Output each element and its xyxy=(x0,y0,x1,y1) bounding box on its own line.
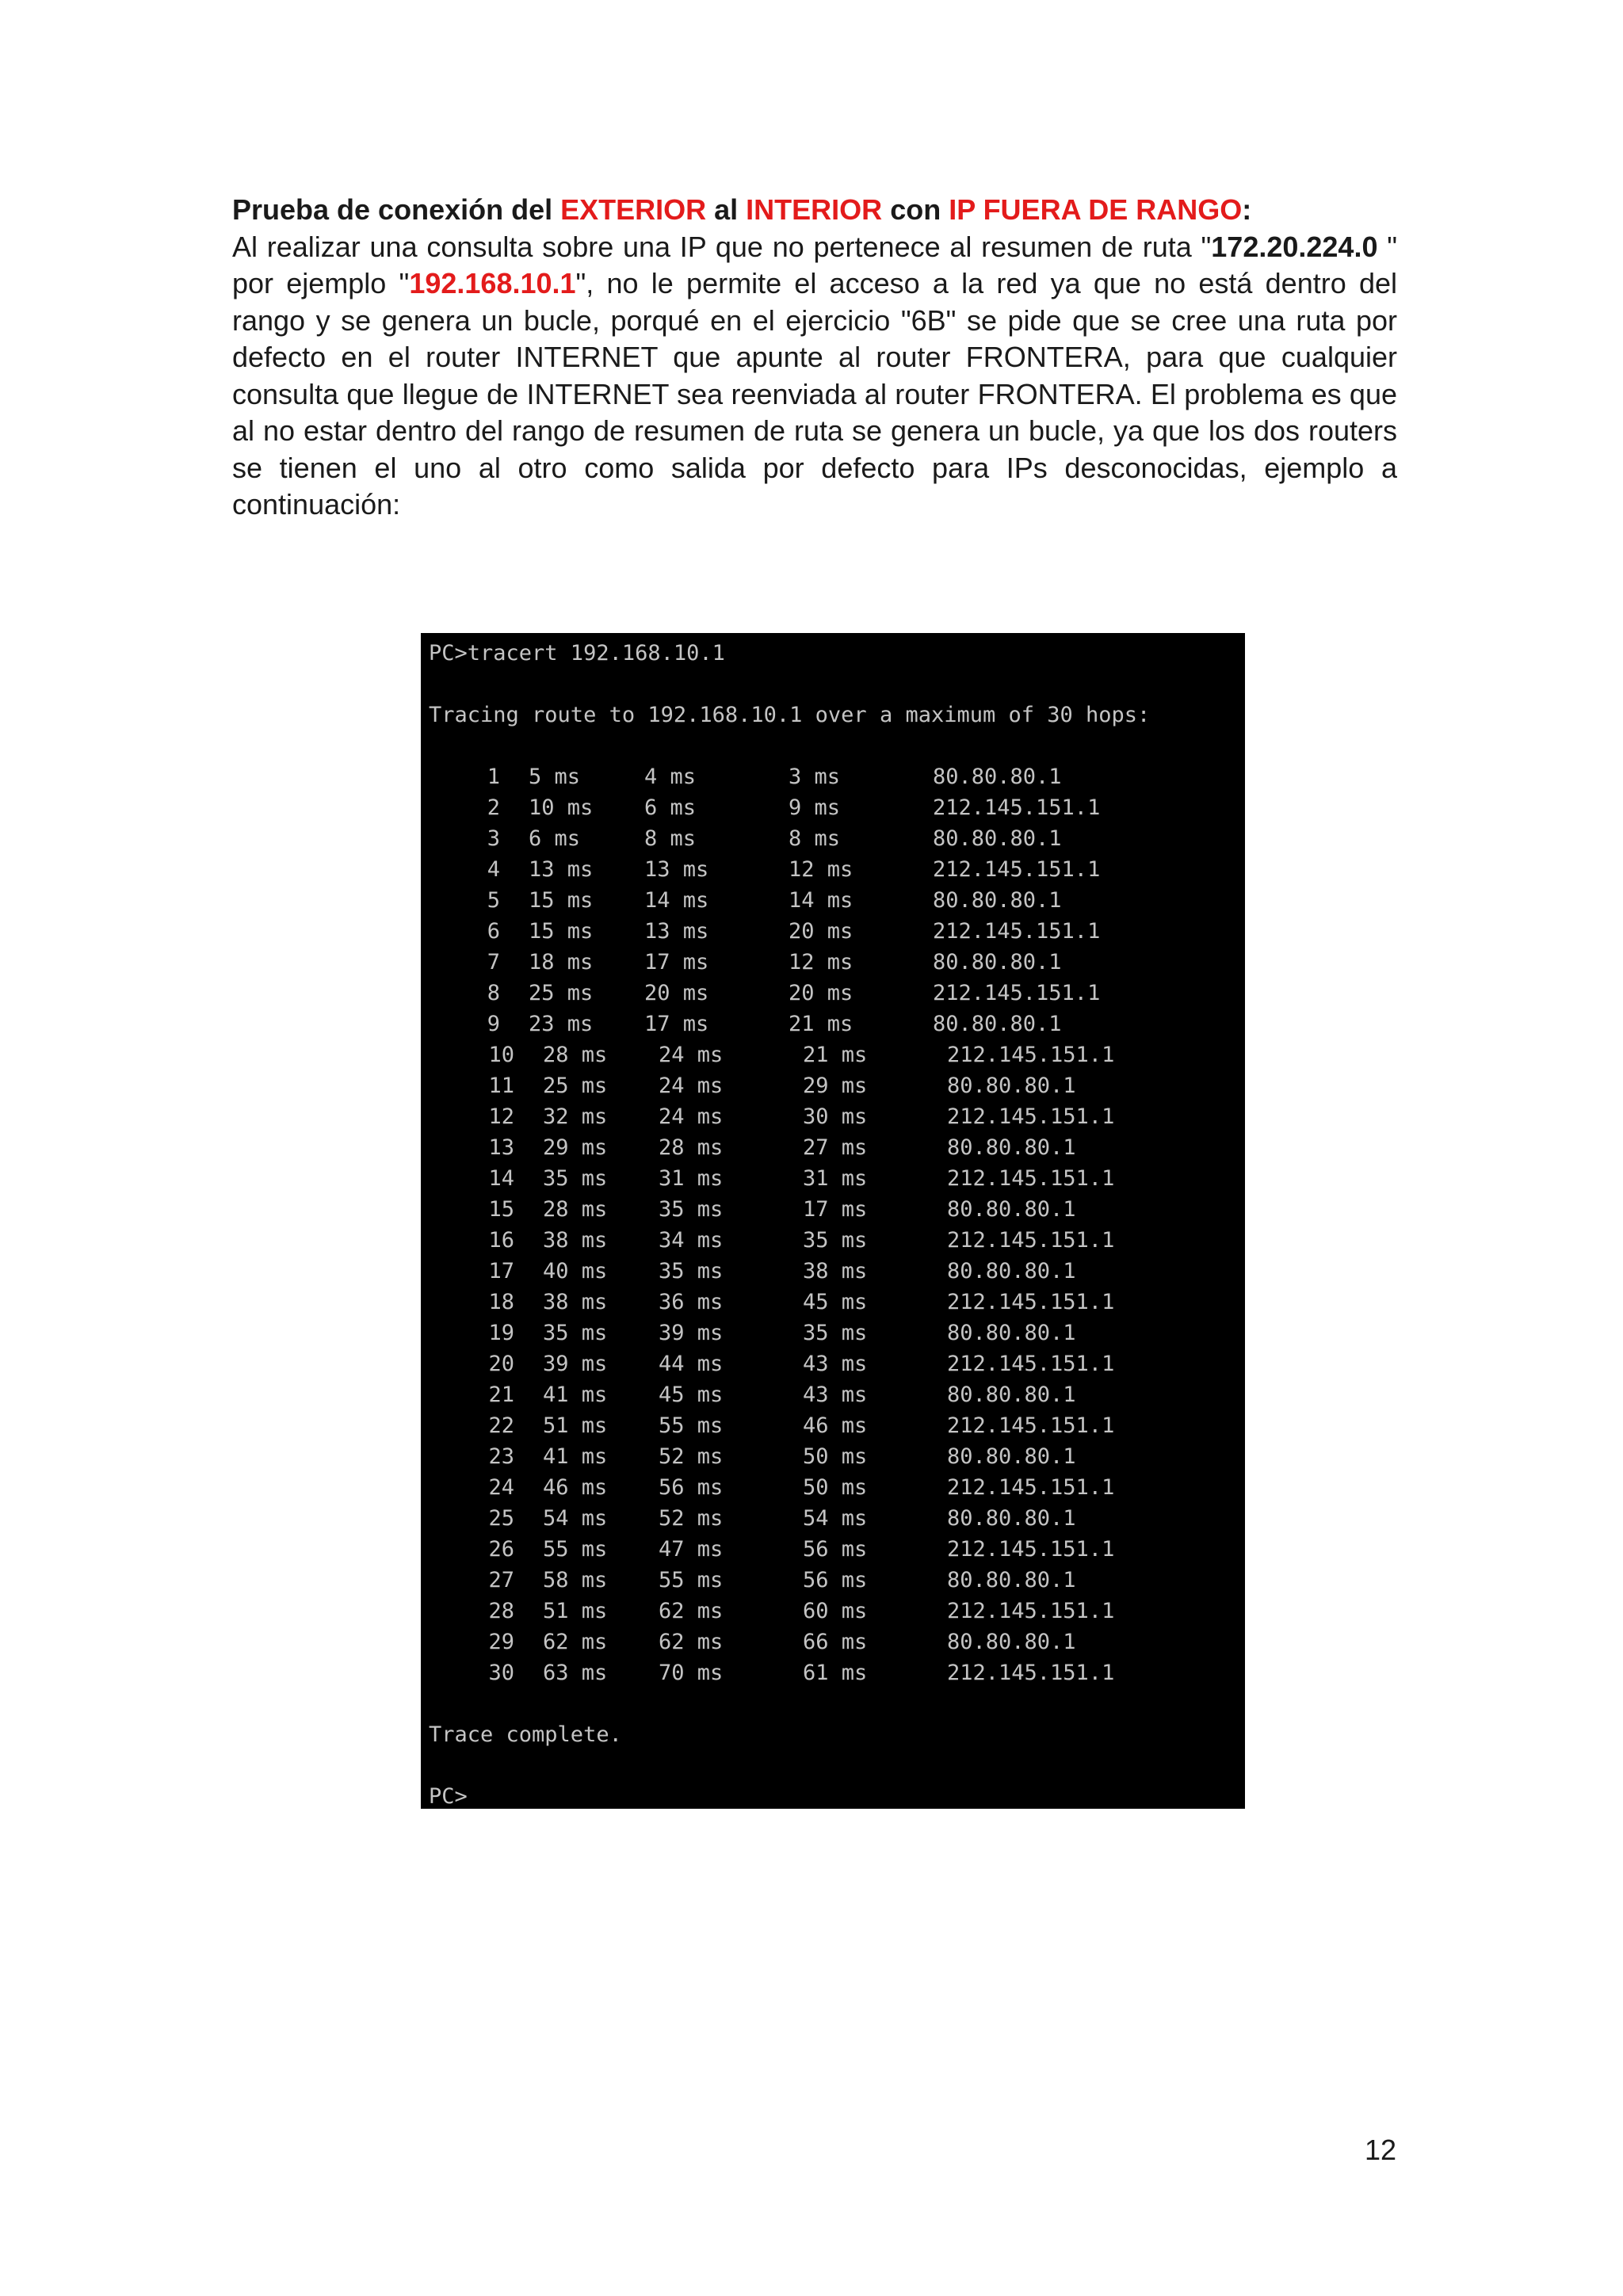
hop-address: 212.145.151.1 xyxy=(947,1104,1115,1129)
time-1: 41 ms xyxy=(543,1444,608,1469)
hop-number: 24 xyxy=(488,1475,514,1500)
hop-row xyxy=(429,1287,1245,1318)
paragraph-part-3: ", no le permite el acceso a la red ya que no está dentro del rango y se genera un bucle, porqué en el ejercicio "6B" se pide que se cree una ruta por defecto en el router INTERNET que apunte al router FRONTERA, para que cualquier consulta que llegue de INTERNET sea reenviada al router FRONTERA. El problema es que al no estar dentro del rango de resumen de ruta se genera un bucle, ya que los dos routers se tienen el uno al otro como salida por defecto para IPs desconocidas, ejemplo a continuación: xyxy=(232,267,1397,521)
hop-number: 27 xyxy=(488,1568,514,1592)
hop-row xyxy=(429,916,1245,947)
hop-number: 1 xyxy=(487,765,500,789)
hop-row xyxy=(429,1565,1245,1596)
time-2: 52 ms xyxy=(659,1506,724,1531)
hop-row xyxy=(429,1101,1245,1132)
time-1: 6 ms xyxy=(529,826,581,851)
hop-address: 80.80.80.1 xyxy=(933,765,1062,789)
hop-address: 80.80.80.1 xyxy=(933,950,1062,974)
hop-row xyxy=(429,1194,1245,1225)
time-1: 25 ms xyxy=(543,1074,608,1098)
hop-row xyxy=(429,1503,1245,1534)
time-1: 10 ms xyxy=(529,795,594,820)
time-1: 35 ms xyxy=(543,1321,608,1345)
time-1: 5 ms xyxy=(529,765,581,789)
time-3: 50 ms xyxy=(803,1444,868,1469)
time-2: 31 ms xyxy=(659,1166,724,1191)
time-3: 43 ms xyxy=(803,1383,868,1407)
time-1: 51 ms xyxy=(543,1599,608,1623)
time-3: 60 ms xyxy=(803,1599,868,1623)
time-3: 29 ms xyxy=(803,1074,868,1098)
route-summary: 172.20.224.0 xyxy=(1211,230,1378,263)
page-number: 12 xyxy=(1364,2134,1396,2166)
hop-number: 28 xyxy=(488,1599,514,1623)
time-2: 4 ms xyxy=(644,765,697,789)
time-3: 20 ms xyxy=(789,981,854,1005)
time-2: 36 ms xyxy=(659,1290,724,1314)
time-2: 13 ms xyxy=(644,919,709,944)
hop-address: 212.145.151.1 xyxy=(947,1475,1115,1500)
hop-row xyxy=(429,1256,1245,1287)
time-1: 18 ms xyxy=(529,950,594,974)
time-3: 46 ms xyxy=(803,1413,868,1438)
hop-address: 212.145.151.1 xyxy=(933,795,1101,820)
time-3: 9 ms xyxy=(789,795,841,820)
hop-row xyxy=(429,1009,1245,1039)
time-2: 8 ms xyxy=(644,826,697,851)
hop-number: 22 xyxy=(488,1413,514,1438)
time-1: 41 ms xyxy=(543,1383,608,1407)
hop-number: 15 xyxy=(488,1197,514,1222)
hop-number: 4 xyxy=(487,857,500,882)
hop-address: 212.145.151.1 xyxy=(947,1166,1115,1191)
time-3: 12 ms xyxy=(789,857,854,882)
time-1: 62 ms xyxy=(543,1630,608,1654)
time-2: 17 ms xyxy=(644,950,709,974)
time-3: 3 ms xyxy=(789,765,841,789)
time-1: 13 ms xyxy=(529,857,594,882)
heading-exterior: EXTERIOR xyxy=(560,193,707,226)
hop-row xyxy=(429,823,1245,854)
hop-row xyxy=(429,1596,1245,1627)
hop-row xyxy=(429,1132,1245,1163)
hop-number: 12 xyxy=(488,1104,514,1129)
time-1: 25 ms xyxy=(529,981,594,1005)
hop-row xyxy=(429,1348,1245,1379)
terminal-screenshot xyxy=(421,633,1245,1809)
time-2: 24 ms xyxy=(659,1104,724,1129)
time-1: 54 ms xyxy=(543,1506,608,1531)
hop-row xyxy=(429,854,1245,885)
hop-address: 80.80.80.1 xyxy=(947,1259,1076,1283)
time-2: 35 ms xyxy=(659,1259,724,1283)
time-3: 45 ms xyxy=(803,1290,868,1314)
hop-address: 212.145.151.1 xyxy=(933,981,1101,1005)
hop-number: 30 xyxy=(488,1661,514,1685)
time-3: 66 ms xyxy=(803,1630,868,1654)
hop-address: 212.145.151.1 xyxy=(947,1352,1115,1376)
hop-address: 80.80.80.1 xyxy=(947,1197,1076,1222)
hop-address: 80.80.80.1 xyxy=(947,1630,1076,1654)
hop-row xyxy=(429,947,1245,978)
tracing-line: Tracing route to 192.168.10.1 over a maximum of 30 hops: xyxy=(429,703,1151,727)
command-line: PC>tracert 192.168.10.1 xyxy=(429,641,725,666)
hop-address: 80.80.80.1 xyxy=(933,826,1062,851)
hop-number: 7 xyxy=(487,950,500,974)
hop-number: 20 xyxy=(488,1352,514,1376)
hop-row xyxy=(429,1163,1245,1194)
hop-number: 9 xyxy=(487,1012,500,1036)
hop-address: 80.80.80.1 xyxy=(947,1074,1076,1098)
hop-address: 212.145.151.1 xyxy=(947,1043,1115,1067)
trace-complete-line: Trace complete. xyxy=(429,1722,622,1747)
time-2: 34 ms xyxy=(659,1228,724,1253)
hop-number: 26 xyxy=(488,1537,514,1562)
time-3: 27 ms xyxy=(803,1135,868,1160)
hop-row xyxy=(429,1070,1245,1101)
time-2: 20 ms xyxy=(644,981,709,1005)
hop-number: 17 xyxy=(488,1259,514,1283)
time-1: 55 ms xyxy=(543,1537,608,1562)
hop-row xyxy=(429,1627,1245,1657)
time-3: 21 ms xyxy=(803,1043,868,1067)
heading-colon: : xyxy=(1242,193,1252,226)
time-2: 24 ms xyxy=(659,1043,724,1067)
time-2: 55 ms xyxy=(659,1413,724,1438)
hop-row xyxy=(429,792,1245,823)
hop-number: 29 xyxy=(488,1630,514,1654)
time-2: 35 ms xyxy=(659,1197,724,1222)
time-3: 12 ms xyxy=(789,950,854,974)
time-2: 6 ms xyxy=(644,795,697,820)
time-3: 30 ms xyxy=(803,1104,868,1129)
time-1: 28 ms xyxy=(543,1197,608,1222)
hop-address: 212.145.151.1 xyxy=(933,857,1101,882)
hop-row xyxy=(429,1534,1245,1565)
time-1: 40 ms xyxy=(543,1259,608,1283)
time-3: 43 ms xyxy=(803,1352,868,1376)
hop-address: 212.145.151.1 xyxy=(933,919,1101,944)
paragraph-part-2: " por ejemplo " xyxy=(232,230,1398,299)
time-2: 24 ms xyxy=(659,1074,724,1098)
time-2: 47 ms xyxy=(659,1537,724,1562)
hop-address: 80.80.80.1 xyxy=(947,1506,1076,1531)
heading-ip-fuera: IP FUERA DE RANGO xyxy=(949,193,1243,226)
time-1: 35 ms xyxy=(543,1166,608,1191)
time-2: 55 ms xyxy=(659,1568,724,1592)
hop-row xyxy=(429,761,1245,792)
time-3: 54 ms xyxy=(803,1506,868,1531)
time-2: 62 ms xyxy=(659,1599,724,1623)
time-3: 61 ms xyxy=(803,1661,868,1685)
hop-address: 80.80.80.1 xyxy=(947,1444,1076,1469)
hop-row xyxy=(429,1225,1245,1256)
time-1: 23 ms xyxy=(529,1012,594,1036)
time-1: 32 ms xyxy=(543,1104,608,1129)
hop-row xyxy=(429,1318,1245,1348)
time-2: 44 ms xyxy=(659,1352,724,1376)
hop-number: 16 xyxy=(488,1228,514,1253)
time-2: 45 ms xyxy=(659,1383,724,1407)
hop-address: 80.80.80.1 xyxy=(947,1321,1076,1345)
time-1: 51 ms xyxy=(543,1413,608,1438)
hop-row xyxy=(429,978,1245,1009)
hop-address: 80.80.80.1 xyxy=(933,888,1062,913)
hop-number: 11 xyxy=(488,1074,514,1098)
time-3: 35 ms xyxy=(803,1228,868,1253)
time-2: 62 ms xyxy=(659,1630,724,1654)
time-1: 38 ms xyxy=(543,1290,608,1314)
hop-address: 80.80.80.1 xyxy=(947,1568,1076,1592)
time-3: 56 ms xyxy=(803,1537,868,1562)
time-1: 46 ms xyxy=(543,1475,608,1500)
prompt-line: PC> xyxy=(429,1784,468,1809)
time-1: 29 ms xyxy=(543,1135,608,1160)
hop-table xyxy=(429,761,1245,1688)
hop-row xyxy=(429,1657,1245,1688)
hop-number: 10 xyxy=(488,1043,514,1067)
heading-con: con xyxy=(882,193,949,226)
hop-number: 6 xyxy=(487,919,500,944)
hop-number: 8 xyxy=(487,981,500,1005)
time-2: 28 ms xyxy=(659,1135,724,1160)
time-3: 14 ms xyxy=(789,888,854,913)
time-1: 58 ms xyxy=(543,1568,608,1592)
hop-number: 3 xyxy=(487,826,500,851)
body-paragraph xyxy=(232,229,1397,524)
time-1: 39 ms xyxy=(543,1352,608,1376)
hop-row xyxy=(429,885,1245,916)
hop-number: 14 xyxy=(488,1166,514,1191)
time-3: 50 ms xyxy=(803,1475,868,1500)
time-3: 17 ms xyxy=(803,1197,868,1222)
time-3: 31 ms xyxy=(803,1166,868,1191)
hop-number: 18 xyxy=(488,1290,514,1314)
time-3: 56 ms xyxy=(803,1568,868,1592)
hop-address: 80.80.80.1 xyxy=(947,1383,1076,1407)
time-1: 28 ms xyxy=(543,1043,608,1067)
hop-number: 13 xyxy=(488,1135,514,1160)
time-2: 13 ms xyxy=(644,857,709,882)
hop-address: 212.145.151.1 xyxy=(947,1413,1115,1438)
time-3: 35 ms xyxy=(803,1321,868,1345)
time-2: 70 ms xyxy=(659,1661,724,1685)
hop-number: 25 xyxy=(488,1506,514,1531)
time-3: 8 ms xyxy=(789,826,841,851)
hop-row xyxy=(429,1472,1245,1503)
document-text xyxy=(232,192,1397,524)
hop-row xyxy=(429,1039,1245,1070)
hop-address: 212.145.151.1 xyxy=(947,1537,1115,1562)
time-3: 20 ms xyxy=(789,919,854,944)
example-ip: 192.168.10.1 xyxy=(409,267,576,299)
hop-address: 80.80.80.1 xyxy=(933,1012,1062,1036)
time-2: 56 ms xyxy=(659,1475,724,1500)
hop-row xyxy=(429,1379,1245,1410)
time-1: 63 ms xyxy=(543,1661,608,1685)
heading-interior: INTERIOR xyxy=(746,193,883,226)
hop-row xyxy=(429,1410,1245,1441)
time-3: 38 ms xyxy=(803,1259,868,1283)
blank-line xyxy=(429,1750,1245,1781)
time-1: 15 ms xyxy=(529,919,594,944)
blank-line xyxy=(429,730,1245,761)
time-2: 39 ms xyxy=(659,1321,724,1345)
time-1: 38 ms xyxy=(543,1228,608,1253)
time-2: 14 ms xyxy=(644,888,709,913)
hop-number: 2 xyxy=(487,795,500,820)
hop-address: 212.145.151.1 xyxy=(947,1290,1115,1314)
time-2: 17 ms xyxy=(644,1012,709,1036)
hop-number: 21 xyxy=(488,1383,514,1407)
section-heading xyxy=(232,192,1397,229)
heading-al: al xyxy=(706,193,747,226)
heading-prefix: Prueba de conexión del xyxy=(232,193,561,226)
time-1: 15 ms xyxy=(529,888,594,913)
time-2: 52 ms xyxy=(659,1444,724,1469)
hop-number: 23 xyxy=(488,1444,514,1469)
blank-line xyxy=(429,669,1245,700)
hop-address: 212.145.151.1 xyxy=(947,1228,1115,1253)
time-3: 21 ms xyxy=(789,1012,854,1036)
hop-number: 19 xyxy=(488,1321,514,1345)
blank-line xyxy=(429,1688,1245,1719)
hop-address: 212.145.151.1 xyxy=(947,1661,1115,1685)
hop-row xyxy=(429,1441,1245,1472)
hop-address: 212.145.151.1 xyxy=(947,1599,1115,1623)
hop-number: 5 xyxy=(487,888,500,913)
hop-address: 80.80.80.1 xyxy=(947,1135,1076,1160)
paragraph-part-1: Al realizar una consulta sobre una IP que no pertenece al resumen de ruta " xyxy=(232,230,1212,263)
